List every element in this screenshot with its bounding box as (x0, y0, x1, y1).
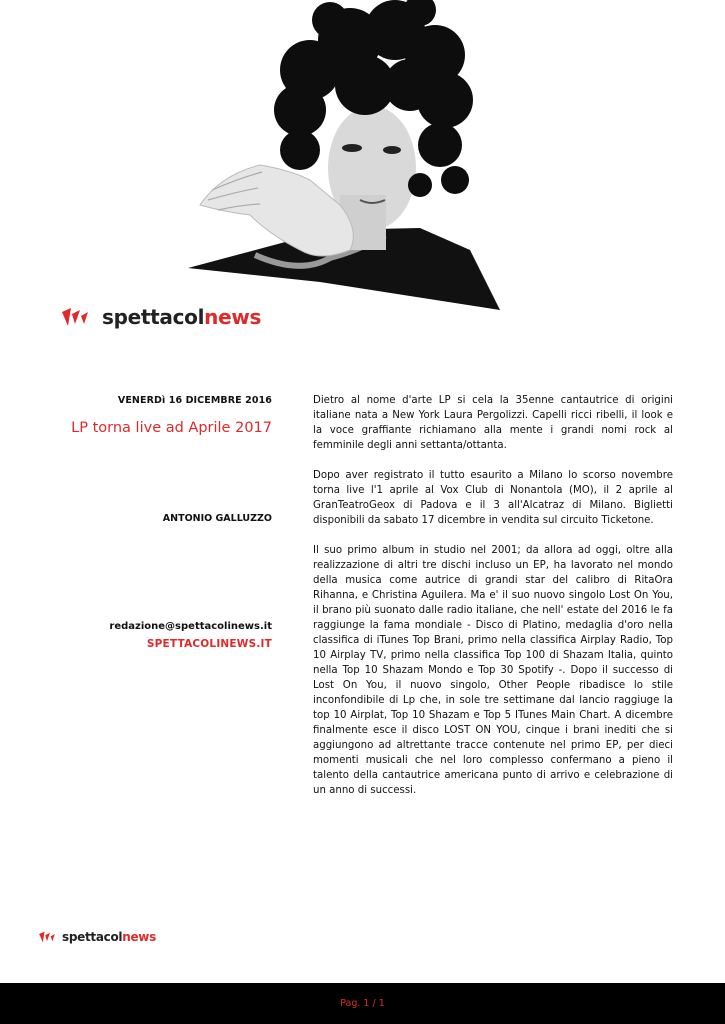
contact-email[interactable]: redazione@spettacolinews.it (109, 621, 272, 632)
brand-name-part2: news (204, 305, 262, 329)
footer-brand-name-part1: spettacol (62, 930, 123, 944)
brand-logo (60, 300, 261, 334)
brand-logo-icon (60, 302, 90, 332)
brand-logo-text (102, 305, 261, 329)
article-meta (60, 395, 272, 436)
page-footer (0, 983, 725, 1024)
brand-name-part1: spettacol (102, 305, 205, 329)
article-paragraph: Dopo aver registrato il tutto esaurito a Milano lo scorso novembre torna live l'1 aprile al Vox Club di Nonantola (MO), il 2 aprile al GranTeatroGeox di Padova e il 3 all'Alcatraz di Milano. Biglietti disponibili da sabato 17 dicembre in vendita sul circuito Ticketone. (313, 470, 673, 526)
hero-photo (0, 0, 725, 320)
footer-brand-logo-text (62, 930, 156, 944)
footer-brand-logo-icon (38, 928, 56, 946)
article-paragraph: Il suo primo album in studio nel 2001; da allora ad oggi, oltre alla realizzazione di altri tre dischi incluso un EP, ha lavorato nel mondo della musica come autrice di grandi star del calibro di RitaOra Rihanna, e Christina Aguilera. Ma e' il suo nuovo singolo Lost On You, il brano più suonato dalle radio italiane, che nell' estate del 2016 le fa raggiunge la fama mondiale - Disco di Platino, medaglia d'oro nella classifica di iTunes Top Brani, primo nella classifica Airplay Radio, Top 10 Airplay TV, primo nella classifica Top 100 di Shazam Italia, quinto nella Top 10 Shazam Mondo e Top 30 Spotify -. Dopo il successo di Lost On You, il nuovo singolo, Other People ribadisce lo stile inconfondibile di Lp che, in sole tre settimane dal lancio raggiuge la top 10 Airplat, Top 10 Shazam e Top 5 ITunes Main Chart. A dicembre finalmente esce il disco LOST ON YOU, cinque i brani inediti che si aggiungono ad altrettante tracce contenute nel primo EP, per dieci momenti musicali che nel loro complesso confermano a pieno il talento della cantautrice americana punto di arrivo e celebrazione di un anno di successi. (313, 545, 673, 796)
article-paragraph: Dietro al nome d'arte LP si cela la 35enne cantautrice di origini italiane nata a New York Laura Pergolizzi. Capelli ricci ribelli, il look e la voce graffiante richiamano alla mente i grandi nomi rock al femminile degli anni settanta/ottanta. (313, 395, 673, 451)
footer-brand-name-part2: news (122, 930, 156, 944)
article-body (313, 393, 673, 813)
contact-site-link[interactable]: SPETTACOLINEWS.IT (146, 638, 272, 650)
footer-brand-logo (38, 928, 156, 946)
contact-block (60, 621, 272, 650)
article-author: ANTONIO GALLUZZO (162, 513, 272, 524)
article-date: VENERDì 16 DICEMBRE 2016 (117, 395, 272, 406)
article-headline: LP torna live ad Aprile 2017 (71, 420, 272, 436)
page-number: Pag. 1 / 1 (340, 998, 385, 1009)
